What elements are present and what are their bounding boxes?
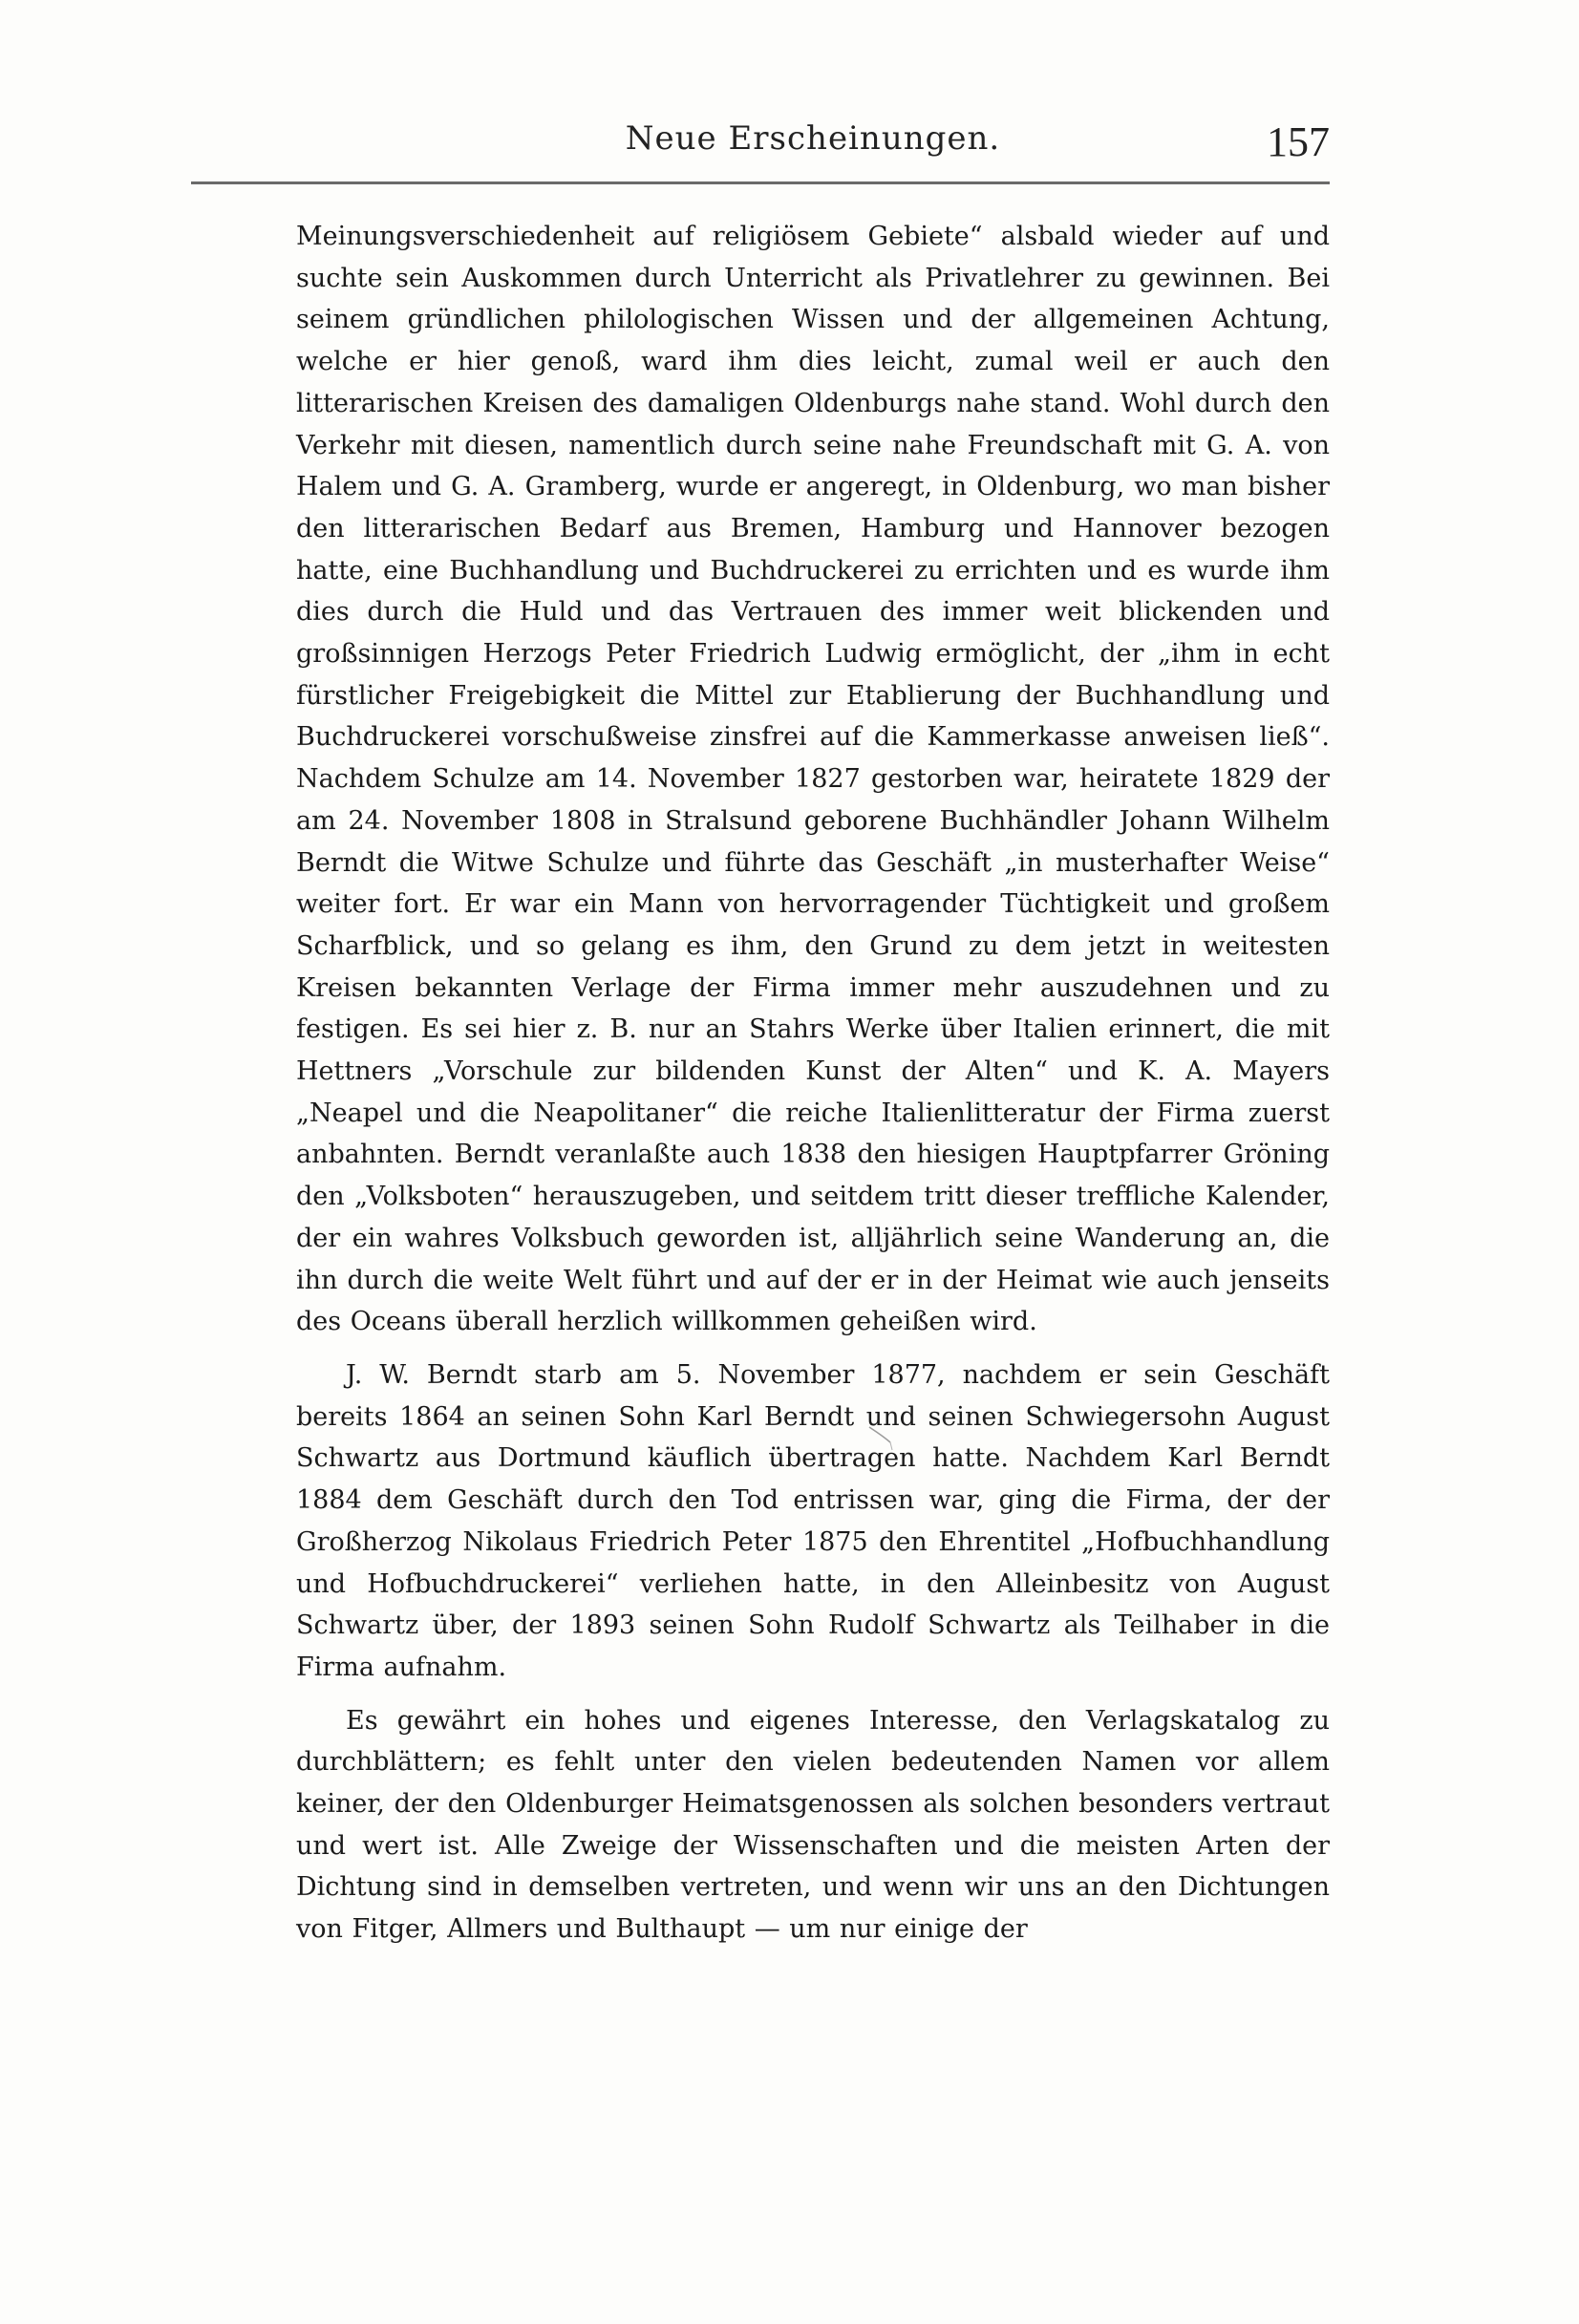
paragraph-3: Es gewährt ein hohes und eigenes Interesse, den Verlagskatalog zu durchblättern; es fehlt unter den vielen bedeutenden Namen vor allem keiner, der den Oldenburger Heimatsgenossen als solchen besonders vertraut und wert ist. Alle Zweige der Wissenschaften und die meisten Arten der Dichtung sind in demselben vertreten, und wenn wir uns an den Dichtungen von Fitger, Allmers und Bulthaupt — um nur einige der [296,1705,1330,1945]
paragraph-2: J. W. Berndt starb am 5. November 1877, nachdem er sein Geschäft bereits 1864 an seinen Sohn Karl Berndt und seinen Schwiegersohn August Schwartz aus Dortmund käuflich übertragen hatte. Nachdem Karl Berndt 1884 dem Geschäft durch den Tod entrissen war, ging die Firma, der der Großherzog Nikolaus Friedrich Peter 1875 den Ehrentitel „Hofbuchhandlung und Hofbuchdruckerei“ verliehen hatte, in den Alleinbesitz von August Schwartz über, der 1893 seinen Sohn Rudolf Schwartz als Teilhaber in die Firma aufnahm. [296,1359,1330,1682]
page-number: 157 [1267,118,1330,165]
header-rule [191,181,1330,184]
paragraph-1: Meinungsverschiedenheit auf religiösem Gebiete“ alsbald wieder auf und suchte sein Auskommen durch Unterricht als Privatlehrer zu gewinnen. Bei seinem gründlichen philologischen Wissen und der allgemeinen Achtung, welche er hier genoß, ward ihm dies leicht, zumal weil er auch den litterarischen Kreisen des damaligen Oldenburgs nahe stand. Wohl durch den Verkehr mit diesen, namentlich durch seine nahe Freundschaft mit G. A. von Halem und G. A. Gramberg, wurde er angeregt, in Oldenburg, wo man bisher den litterarischen Bedarf aus Bremen, Hamburg und Hannover bezogen hatte, eine Buchhandlung und Buchdruckerei zu errichten und es wurde ihm dies durch die Huld und das Vertrauen des immer weit blickenden und großsinnigen Herzogs Peter Friedrich Ludwig ermöglicht, der „ihm in echt fürstlicher Freigebigkeit die Mittel zur Etablierung der Buchhandlung und Buchdruckerei vorschußweise zinsfrei auf die Kammerkasse anweisen ließ“. Nachdem Schulze am 14. November 1827 gestorben war, heiratete 1829 der am 24. November 1808 in Stralsund geborene Buchhändler Johann Wilhelm Berndt die Witwe Schulze und führte das Geschäft „in musterhafter Weise“ weiter fort. Er war ein Mann von hervorragender Tüchtigkeit und großem Scharfblick, und so gelang es ihm, den Grund zu dem jetzt in weitesten Kreisen bekannten Verlage der Firma immer mehr auszudehnen und zu festigen. Es sei hier z. B. nur an Stahrs Werke über Italien erinnert, die mit Hettners „Vorschule zur bildenden Kunst der Alten“ und K. A. Mayers „Neapel und die Neapolitaner“ die reiche Italienlitteratur der Firma zuerst anbahnten. Berndt veranlaßte auch 1838 den hiesigen Hauptpfarrer Gröning den „Volksboten“ herauszugeben, und seitdem tritt dieser treffliche Kalender, der ein wahres Volksbuch geworden ist, alljährlich seine Wanderung an, die ihn durch die weite Welt führt und auf der er in der Heimat wie auch jenseits des Oceans überall herzlich willkommen geheißen wird. [296,222,1330,1337]
running-title: Neue Erscheinungen. [625,119,1001,158]
ink-smudge-mark [867,1423,894,1452]
body-text [296,216,1330,2193]
page-header [296,119,1330,177]
